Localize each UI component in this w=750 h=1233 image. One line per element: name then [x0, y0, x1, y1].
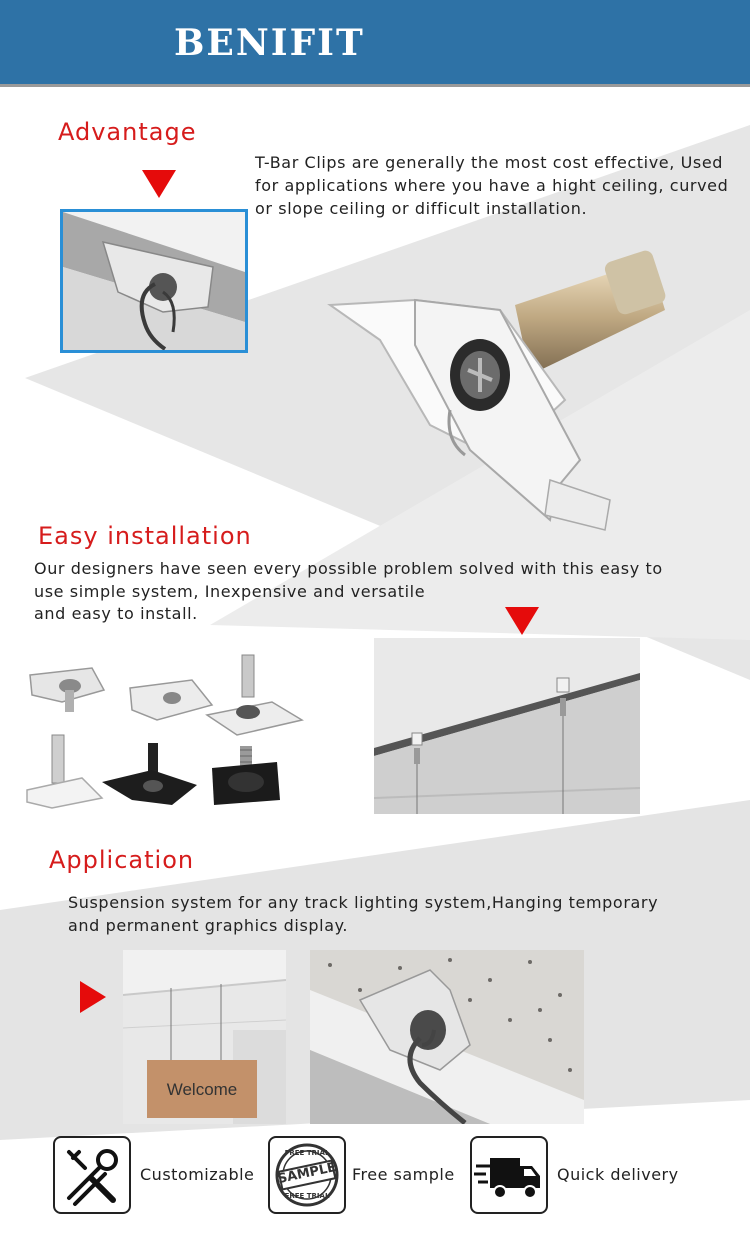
- easy-installation-title: Easy installation: [38, 522, 252, 550]
- delivery-truck-icon: [472, 1138, 546, 1212]
- welcome-sign-photo: [123, 950, 286, 1124]
- ceiling-clip-closeup-illustration: [310, 950, 584, 1124]
- feature-label-quick-delivery: Quick delivery: [557, 1165, 679, 1184]
- tbar-clip-product-image: [320, 250, 700, 540]
- down-arrow-icon: [505, 607, 539, 635]
- advantage-title: Advantage: [58, 118, 197, 146]
- page-title: BENIFIT: [174, 22, 365, 64]
- quick-delivery-icon-box: [470, 1136, 548, 1214]
- application-text: Suspension system for any track lighting system,Hanging temporary and permanent graphics display.: [68, 893, 659, 935]
- ceiling-clip-closeup-photo: [310, 950, 584, 1124]
- free-sample-icon-box: [268, 1136, 346, 1214]
- down-arrow-icon: [142, 170, 176, 198]
- header-divider: [0, 84, 750, 87]
- clip-closeup-photo: [60, 209, 248, 353]
- clip-variants-image: [22, 650, 312, 820]
- feature-label-free-sample: Free sample: [352, 1165, 455, 1184]
- right-arrow-icon: [80, 981, 106, 1013]
- easy-installation-text-line2: use simple system, Inexpensive and versatile: [34, 582, 426, 601]
- welcome-sign-text: Welcome: [166, 1080, 238, 1099]
- feature-label-customizable: Customizable: [140, 1165, 255, 1184]
- stamp-top-text: FREE TRIAL: [284, 1149, 330, 1157]
- easy-installation-text-line3: and easy to install.: [34, 604, 198, 623]
- ceiling-installation-illustration: [374, 638, 640, 814]
- tools-icon: [55, 1138, 129, 1212]
- stamp-middle-text: SAMPLE: [276, 1160, 338, 1187]
- stamp-bottom-text: FREE TRIAL: [284, 1192, 330, 1200]
- header-banner: [0, 0, 750, 84]
- easy-installation-text-line1: Our designers have seen every possible problem solved with this easy to: [34, 559, 663, 578]
- application-title: Application: [49, 846, 195, 874]
- customizable-icon-box: [53, 1136, 131, 1214]
- advantage-text: T-Bar Clips are generally the most cost effective, Used for applications where you have a hight ceiling, curved or slope ceiling or difficult installation.: [255, 153, 729, 218]
- ceiling-installation-photo: [374, 638, 640, 814]
- clip-closeup-illustration: [63, 212, 245, 350]
